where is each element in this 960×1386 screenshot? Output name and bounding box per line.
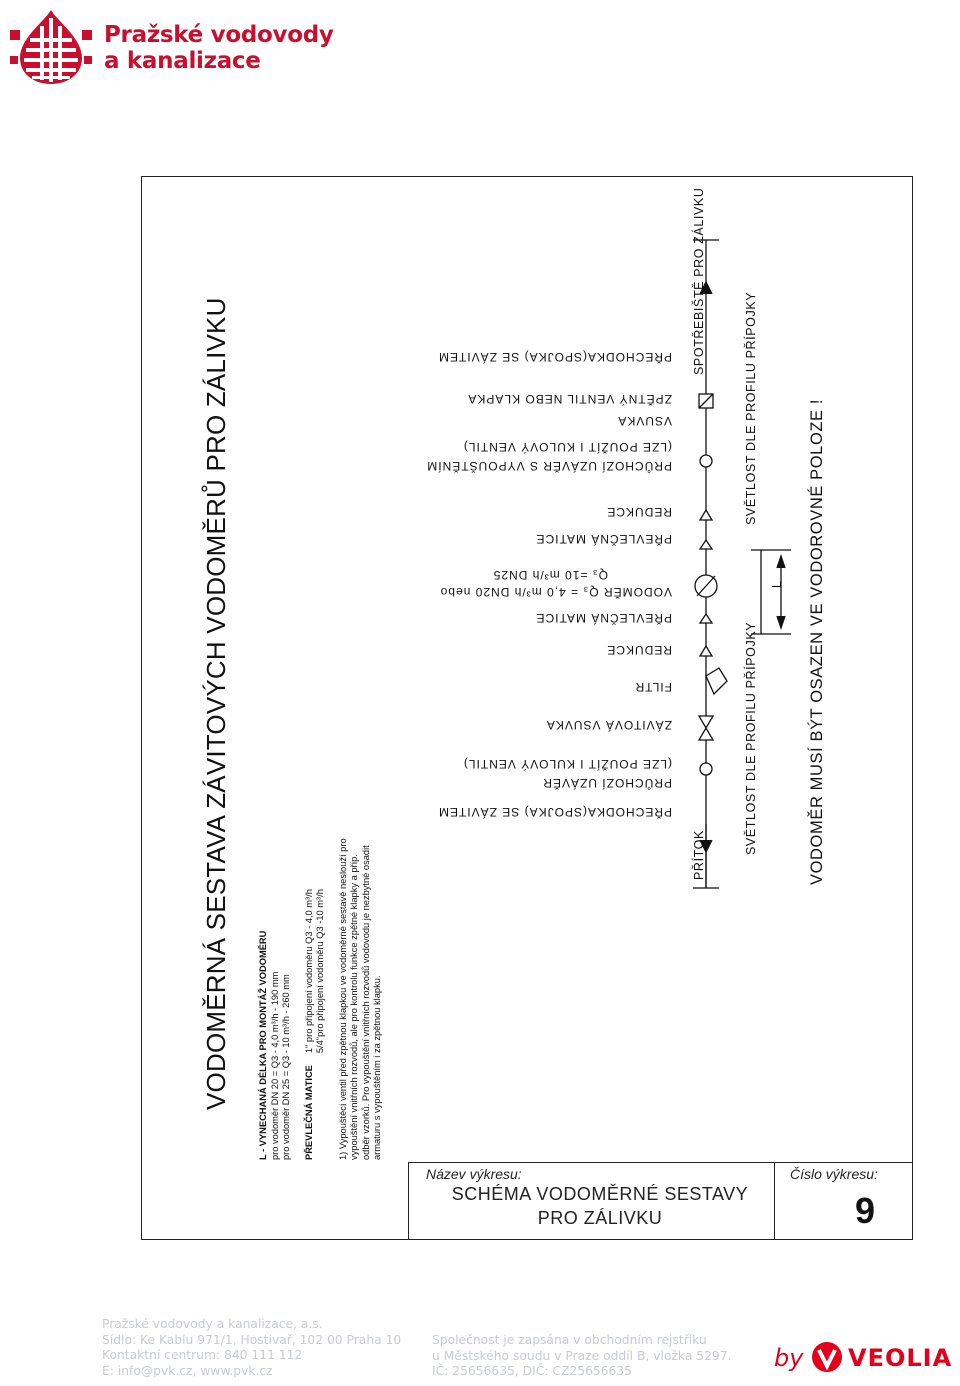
footer-company: Pražské vodovody a kanalizace, a.s. — [102, 1317, 323, 1331]
label-redukce-1: REDUKCE — [606, 643, 672, 657]
drawing-name-line-1: SCHÉMA VODOMĚRNÉ SESTAVY — [451, 1184, 749, 1204]
footer-ids: IČ: 25656635, DIČ: CZ25656635 — [432, 1364, 633, 1378]
brand-line-1: Pražské vodovody — [104, 22, 334, 48]
note-matice-title: PŘEVLEČNÁ MATICE — [303, 1065, 314, 1160]
title-block-divider — [774, 1162, 775, 1240]
label-pritok: PŘÍTOK — [692, 830, 706, 880]
brand-line-2: a kanalizace — [104, 48, 261, 74]
footnote-2: vypouštění vnitřních rozvodů, ale pro kontrolu funkce zpětné klapky a příp. — [349, 854, 359, 1160]
footer-address: Sídlo: Ke Kablu 971/1, Hostivař, 102 00 Praha 10 — [102, 1332, 402, 1347]
footer-email: E: info@pvk.cz, www.pvk.cz — [102, 1363, 273, 1378]
footer-contact: Kontaktní centrum: 840 111 112 — [102, 1348, 303, 1362]
label-pruchozi-uzaver-vypousteni: PRŮCHOZÍ UZÁVĚR S VYPOUŠTĚNÍM — [426, 459, 672, 473]
label-vsuvka: VSUVKA — [617, 414, 672, 428]
label-zpetny-ventil: ZPĚTNÝ VENTIL NEBO KLAPKA — [467, 392, 672, 406]
veolia-by: by — [774, 1344, 804, 1372]
pvk-logo-icon — [10, 8, 92, 86]
footer-registration — [432, 1333, 731, 1380]
label-vodomer-dn25: Q₃ =10 m³/h DN25 — [492, 568, 608, 582]
label-prevlecna-matice-1: PŘEVLEČNÁ MATICE — [535, 611, 672, 625]
drawing-name — [430, 1182, 770, 1230]
label-pruchozi-uzaver: PRŮCHOZÍ UZÁVĚR — [542, 776, 672, 790]
label-svetlost-left: SVĚTLOST DLE PROFILU PŘÍPOJKY — [744, 621, 758, 855]
note-matice-1: 1" pro připojení vodoměru Q3 - 4,0 m³/h — [303, 889, 314, 1054]
note-l-title: L - VYNECHANÁ DÉLKA PRO MONTÁŽ VODOMĚRU — [258, 930, 268, 1160]
footnote-1: 1) Vypouštěcí ventil před zpětnou klapkou ve vodoměrné sestavě neslouží pro — [337, 838, 348, 1160]
label-prechodka-1: PŘECHODKA(SPOJKA) SE ZÁVITEM — [437, 805, 672, 819]
label-kulovy-ventil-2: (LZE POUŽÍT I KULOVÝ VENTIL) — [462, 440, 672, 454]
drawing-title: VODOMĚRNÁ SESTAVA ZÁVITOVÝCH VODOMĚRŮ PRO ZÁLIVKU — [201, 297, 231, 1110]
drawing-name-line-2: PRO ZÁLIVKU — [537, 1208, 663, 1228]
label-zavitova-vsuvka: ZÁVITOVÁ VSUVKA — [545, 718, 672, 732]
label-prevlecna-matice-2: PŘEVLEČNÁ MATICE — [535, 532, 672, 546]
schematic — [141, 176, 913, 1240]
veolia-mark-icon — [810, 1340, 844, 1374]
drawing-number-label: Číslo výkresu: — [790, 1166, 878, 1182]
notes-block — [258, 838, 384, 1160]
footer-register-1: Společnost je zapsána v obchodním rejstříku — [432, 1333, 707, 1347]
label-kulovy-ventil-1: (LZE POUŽÍT I KULOVÝ VENTIL) — [462, 757, 672, 771]
footnote-3: odběr vzorků. Pro vypouštění vnitřních rozvodů vodovodu je nezbytné osadit — [360, 845, 371, 1160]
label-redukce-2: REDUKCE — [606, 505, 672, 519]
note-l-dn25: pro vodoměr DN 25 = Q3 - 10 m³/h - 260 mm — [281, 974, 291, 1160]
warning-horizontal-position: VODOMĚR MUSÍ BÝT OSAZEN VE VODOROVNÉ POLOZE ! — [808, 398, 826, 885]
label-filtr: FILTR — [634, 680, 672, 694]
label-vodomer: VODOMĚR Q₃ = 4,0 m³/h DN20 nebo — [439, 585, 672, 599]
footer-register-2: u Městského soudu v Praze oddíl B, vložka 5297. — [432, 1348, 732, 1363]
drawing-number: 9 — [855, 1190, 876, 1231]
note-matice-2: 5/4"pro připojení vodoměru Q3 -10 m³/h — [315, 889, 325, 1054]
veolia-name: VEOLIA — [848, 1344, 953, 1372]
veolia-logo — [774, 1338, 952, 1380]
label-prechodka-2: PŘECHODKA(SPOJKA) SE ZÁVITEM — [437, 350, 672, 364]
brand-name — [104, 22, 334, 74]
label-spotrebiste: SPOTŘEBIŠTĚ PRO ZÁLIVKU — [692, 187, 706, 375]
label-svetlost-right: SVĚTLOST DLE PROFILU PŘÍPOJKY — [744, 291, 758, 525]
footer-company-info — [102, 1317, 401, 1379]
drawing-name-label: Název výkresu: — [426, 1166, 522, 1182]
label-dimension-l: L — [770, 580, 784, 588]
footnote-4: armaturu s vypouštěním i za zpětnou klapku. — [372, 975, 382, 1160]
note-l-dn20: pro vodoměr DN 20 = Q3 - 4,0 m³/h - 190 mm — [269, 971, 280, 1160]
